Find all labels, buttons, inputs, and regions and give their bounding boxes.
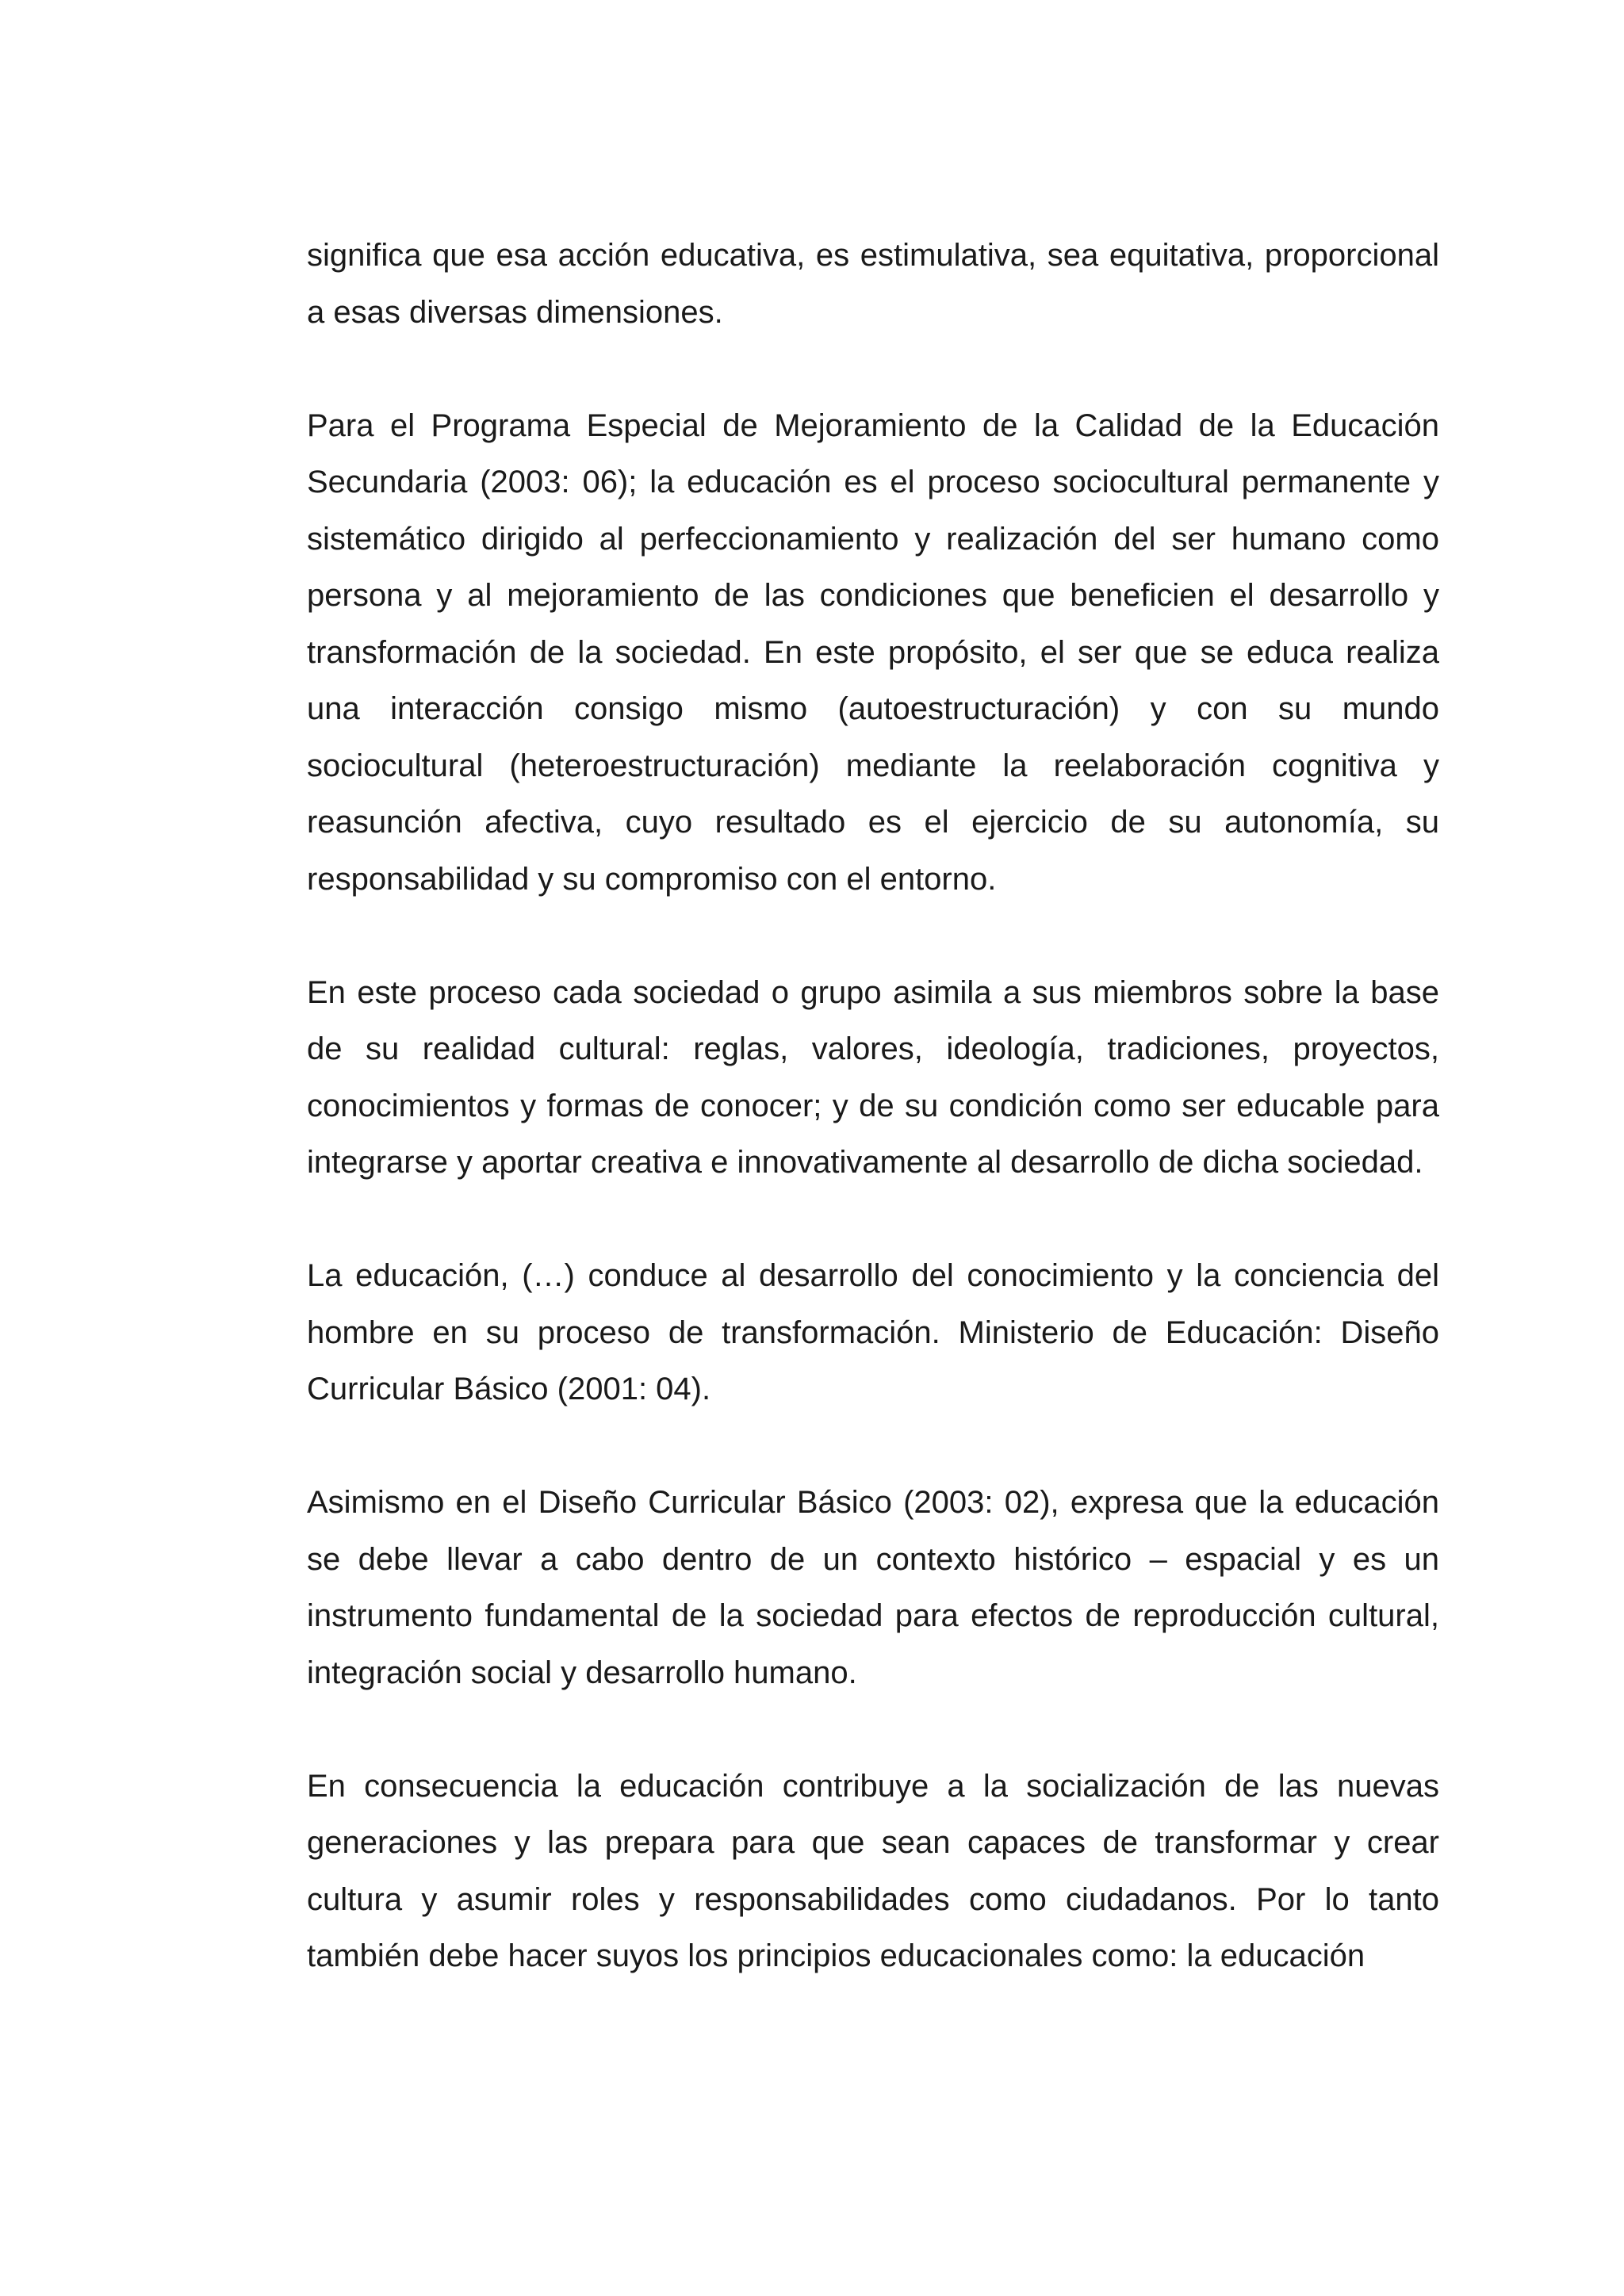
paragraph-5: Asimismo en el Diseño Curricular Básico (2003: 02), expresa que la educación se debe llevar a cabo dentro de un contexto histórico – espacial y es un instrumento fundamental de la sociedad para efectos de reproducción cultural, integración social y desarrollo humano. <box>307 1485 1439 1690</box>
paragraph-4: La educación, (…) conduce al desarrollo del conocimiento y la conciencia del hombre en su proceso de transformación. Ministerio de Educación: Diseño Curricular Básico (2001: 04). <box>307 1258 1439 1406</box>
paragraph-2: Para el Programa Especial de Mejoramiento de la Calidad de la Educación Secundaria (2003: 06); la educación es el proceso sociocultural permanente y sistemático dirigido al perfeccionamiento y realización del ser humano como persona y al mejoramiento de las condiciones que beneficien el desarrollo y transformación de la sociedad. En este propósito, el ser que se educa realiza una interacción consigo mismo (autoestructuración) y con su mundo sociocultural (heteroestructuración) mediante la reelaboración cognitiva y reasunción afectiva, cuyo resultado es el ejercicio de su autonomía, su responsabilidad y su compromiso con el entorno. <box>307 408 1439 897</box>
paragraph-3: En este proceso cada sociedad o grupo asimila a sus miembros sobre la base de su realidad cultural: reglas, valores, ideología, tradiciones, proyectos, conocimientos y formas de conocer; y de su condición como ser educable para integrarse y aportar creativa e innovativamente al desarrollo de dicha sociedad. <box>307 974 1439 1180</box>
paragraph-1: significa que esa acción educativa, es estimulativa, sea equitativa, proporcional a esas diversas dimensiones. <box>307 238 1439 330</box>
paragraph-6: En consecuencia la educación contribuye a la socialización de las nuevas generaciones y las prepara para que sean capaces de transformar y crear cultura y asumir roles y responsabilidades como ciudadanos. Por lo tanto también debe hacer suyos los principios educacionales como: la educación <box>307 1768 1439 1973</box>
body-text <box>307 228 1439 1985</box>
